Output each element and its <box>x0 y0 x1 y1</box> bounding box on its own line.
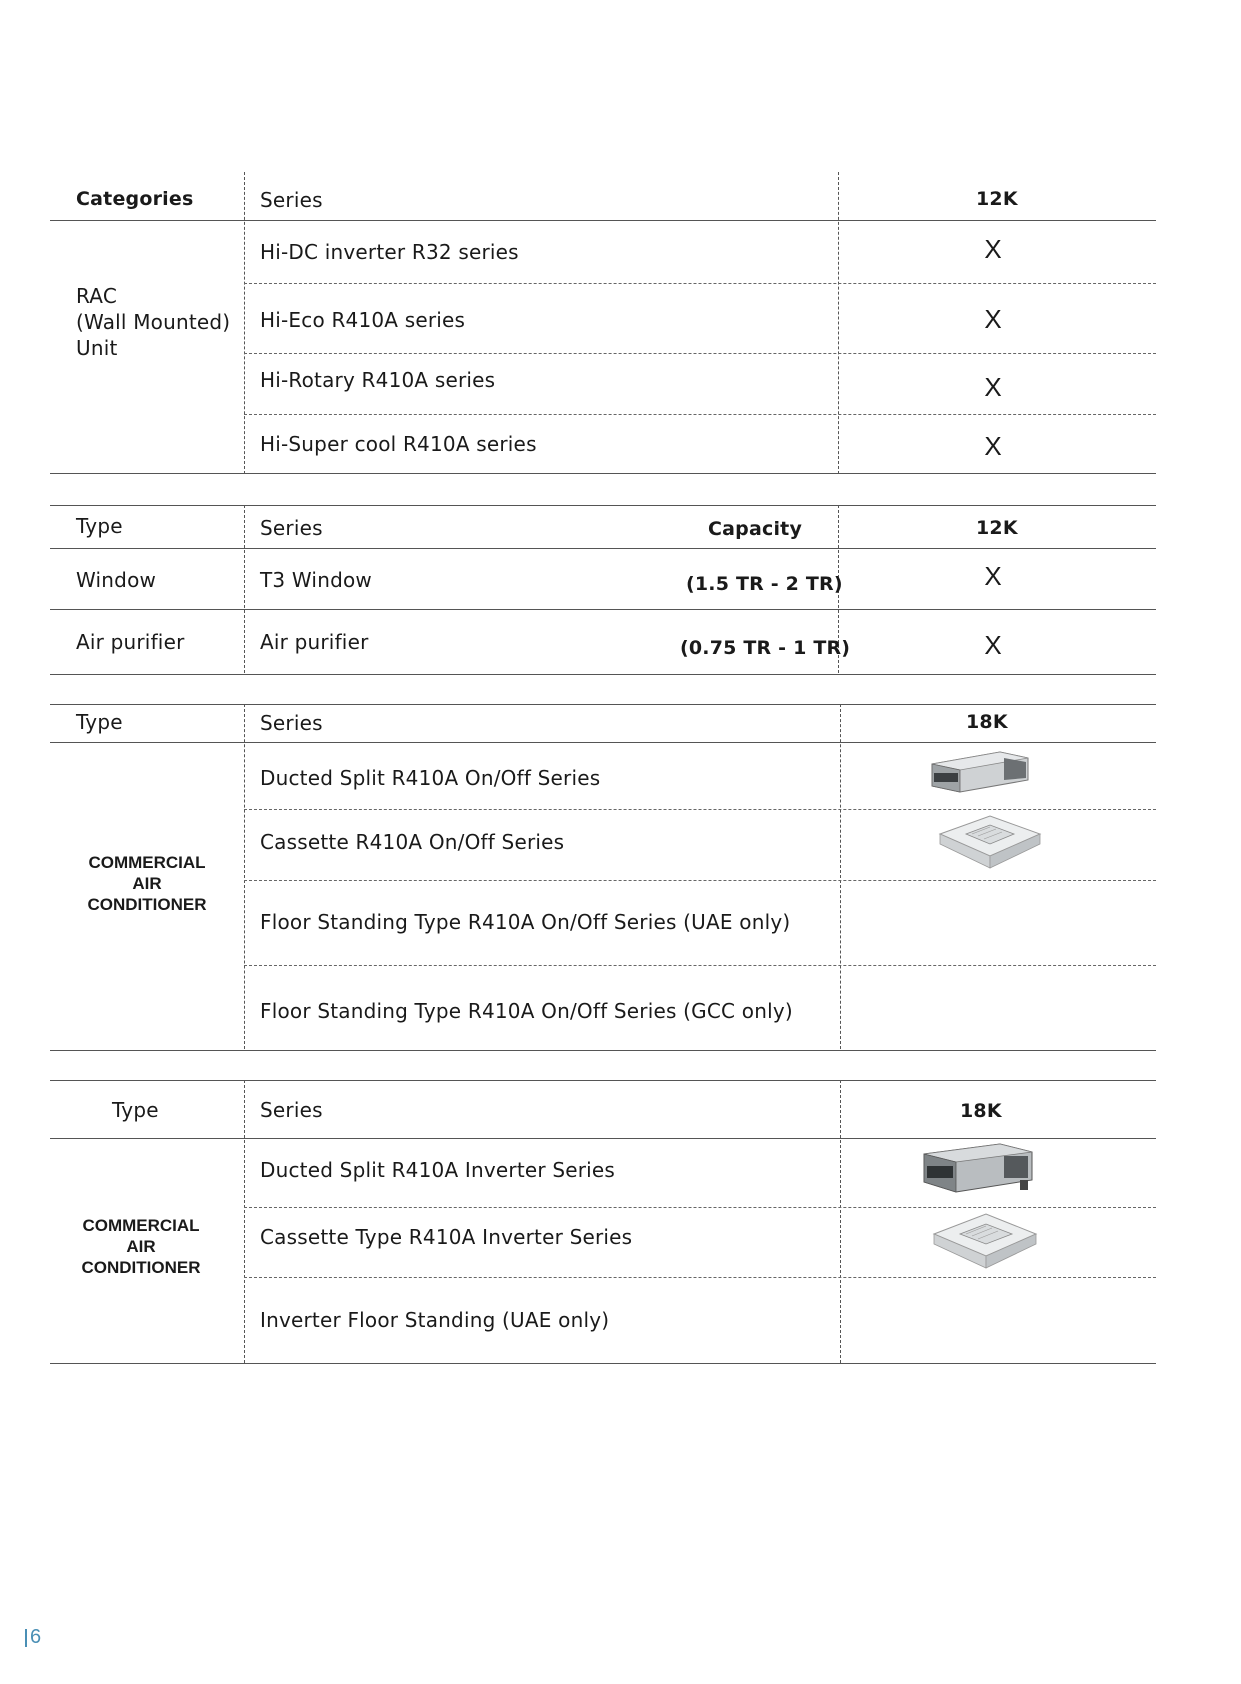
category-line: RAC <box>76 284 117 308</box>
header-type: Type <box>112 1098 159 1122</box>
mark-cell: X <box>984 630 1002 660</box>
category-line: COMMERCIAL <box>82 1216 200 1235</box>
header-series: Series <box>260 516 323 540</box>
series-cell: Floor Standing Type R410A On/Off Series (UAE only) <box>260 910 791 934</box>
row-divider <box>244 809 1156 810</box>
mark-cell: X <box>984 372 1002 402</box>
row-rule <box>50 609 1156 610</box>
header-series: Series <box>260 711 323 735</box>
series-cell: Ducted Split R410A Inverter Series <box>260 1158 616 1182</box>
column-divider <box>244 172 245 474</box>
cassette-unit-image <box>926 1210 1040 1276</box>
series-cell: Floor Standing Type R410A On/Off Series (GCC only) <box>260 999 793 1023</box>
series-cell: T3 Window <box>260 568 372 592</box>
header-rule <box>50 548 1156 549</box>
header-capacity: 18K <box>966 711 1008 733</box>
ducted-unit-image <box>926 746 1032 796</box>
category-line: CONDITIONER <box>81 1258 201 1277</box>
category-line: AIR <box>126 1237 156 1256</box>
section-bottom-rule <box>50 1363 1156 1364</box>
category-label <box>76 283 230 361</box>
section-top-rule <box>50 1080 1156 1081</box>
type-cell: Window <box>76 568 157 592</box>
mark-cell: X <box>984 431 1002 461</box>
section-bottom-rule <box>50 473 1156 474</box>
row-divider <box>244 880 1156 881</box>
series-cell: Hi-Eco R410A series <box>260 308 466 332</box>
capacity-cell: (0.75 TR - 1 TR) <box>680 637 851 659</box>
row-divider <box>244 353 1156 354</box>
header-capacity-label: Capacity <box>708 518 803 540</box>
category-label <box>72 852 222 915</box>
cassette-unit-image <box>932 812 1044 876</box>
row-divider <box>244 1277 1156 1278</box>
series-cell: Air purifier <box>260 630 369 654</box>
header-rule <box>50 1138 1156 1139</box>
header-capacity: 18K <box>960 1100 1002 1122</box>
section-bottom-rule <box>50 674 1156 675</box>
column-divider <box>840 1080 841 1363</box>
type-cell: Air purifier <box>76 630 185 654</box>
mark-cell: X <box>984 561 1002 591</box>
column-divider <box>244 505 245 673</box>
series-cell: Ducted Split R410A On/Off Series <box>260 766 601 790</box>
category-line: Unit <box>76 336 118 360</box>
column-divider <box>244 704 245 1049</box>
ducted-unit-image <box>920 1140 1036 1200</box>
header-categories: Categories <box>76 188 194 210</box>
header-capacity: 12K <box>976 517 1018 539</box>
series-cell: Hi-DC inverter R32 series <box>260 240 519 264</box>
category-line: COMMERCIAL <box>88 853 206 872</box>
capacity-cell: (1.5 TR - 2 TR) <box>686 573 843 595</box>
series-cell: Cassette Type R410A Inverter Series <box>260 1225 633 1249</box>
column-divider <box>838 172 839 474</box>
header-rule <box>50 220 1156 221</box>
header-capacity: 12K <box>976 188 1018 210</box>
header-series: Series <box>260 188 323 212</box>
row-divider <box>244 414 1156 415</box>
category-label <box>66 1215 216 1278</box>
mark-cell: X <box>984 304 1002 334</box>
category-line: CONDITIONER <box>87 895 207 914</box>
row-divider <box>244 965 1156 966</box>
series-cell: Hi-Rotary R410A series <box>260 368 496 392</box>
section-top-rule <box>50 704 1156 705</box>
category-line: AIR <box>132 874 162 893</box>
header-series: Series <box>260 1098 323 1122</box>
column-divider <box>840 704 841 1049</box>
column-divider <box>244 1080 245 1363</box>
header-type: Type <box>76 710 123 734</box>
row-divider <box>244 283 1156 284</box>
series-cell: Cassette R410A On/Off Series <box>260 830 565 854</box>
page-number: 6 <box>30 1626 42 1648</box>
series-cell: Hi-Super cool R410A series <box>260 432 537 456</box>
series-cell: Inverter Floor Standing (UAE only) <box>260 1308 610 1332</box>
category-line: (Wall Mounted) <box>76 310 231 334</box>
header-rule <box>50 742 1156 743</box>
header-type: Type <box>76 514 123 538</box>
mark-cell: X <box>984 234 1002 264</box>
section-top-rule <box>50 505 1156 506</box>
section-bottom-rule <box>50 1050 1156 1051</box>
row-divider <box>244 1207 1156 1208</box>
